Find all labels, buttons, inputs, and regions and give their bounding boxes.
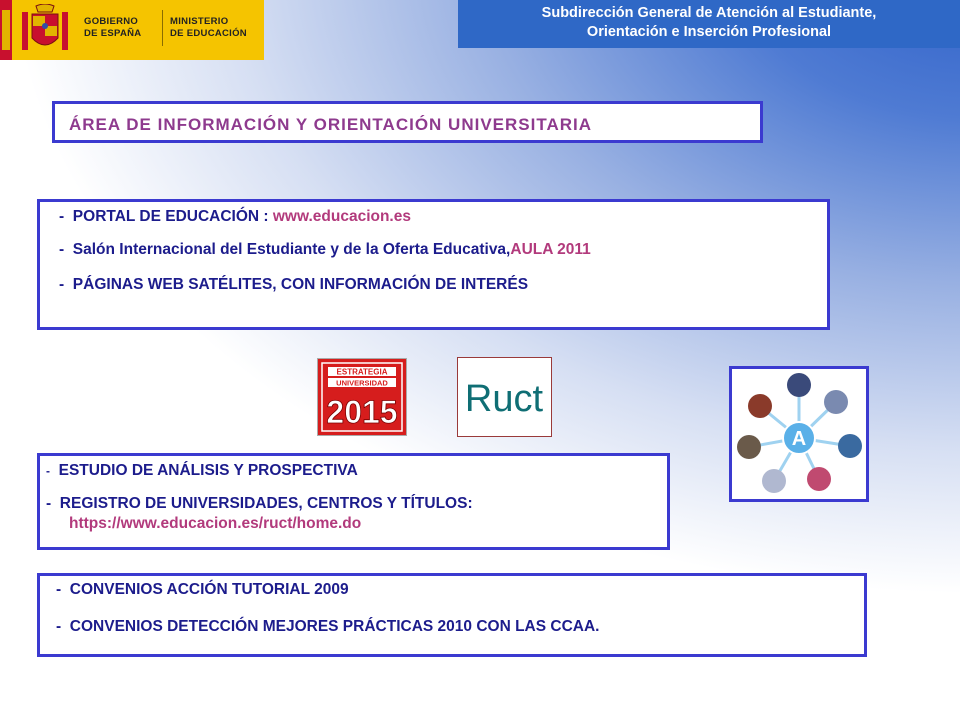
sub-line-2: Orientación e Inserción Profesional xyxy=(586,24,832,40)
est-line2: UNIVERSIDAD xyxy=(336,378,388,388)
portal-label: PORTAL DE EDUCACIÓN : xyxy=(72,208,269,225)
coat-of-arms-icon xyxy=(18,4,72,56)
estrategia-universidad-logo xyxy=(317,358,407,436)
tutorial-label: CONVENIOS ACCIÓN TUTORIAL 2009 xyxy=(69,581,349,598)
salon-line xyxy=(59,241,591,259)
ruct-text: Ruct xyxy=(464,378,544,420)
est-year: 2015 xyxy=(326,394,398,430)
subdireccion-header xyxy=(458,0,960,48)
practicas-line xyxy=(56,618,599,636)
sub-line-1: Subdirección General de Atención al Estudiante, xyxy=(541,5,877,21)
convenios-box xyxy=(37,573,867,657)
bullet-dash: - xyxy=(59,241,65,258)
diagram-node-icon xyxy=(824,390,848,414)
logo-ministerio-text: MINISTERIO DE EDUCACIÓN xyxy=(170,16,247,39)
satelites-label: PÁGINAS WEB SATÉLITES, CON INFORMACIÓN DE INTERÉS xyxy=(72,276,529,293)
satelites-line xyxy=(59,276,528,294)
bullet-dash: - xyxy=(46,495,52,512)
diagram-node-icon xyxy=(787,373,811,397)
ruct-logo xyxy=(457,357,552,437)
estudio-box xyxy=(37,453,670,550)
ruct-link[interactable]: https://www.educacion.es/ruct/home.do xyxy=(69,515,362,532)
portal-line xyxy=(59,208,411,226)
title-box xyxy=(52,101,763,143)
aula-link[interactable]: AULA 2011 xyxy=(510,241,591,258)
tutorial-line xyxy=(56,581,349,599)
diagram-node-icon xyxy=(748,394,772,418)
bullet-dash: - xyxy=(56,581,62,598)
salon-label: Salón Internacional del Estudiante y de la Oferta Educativa, xyxy=(72,241,511,258)
portal-link[interactable]: www.educacion.es xyxy=(272,208,411,225)
flag-stripe xyxy=(0,0,12,60)
diagram-center-letter: A xyxy=(791,428,807,450)
registro-label: REGISTRO DE UNIVERSIDADES, CENTROS Y TÍTULOS: xyxy=(59,495,473,512)
diagram-node-icon xyxy=(807,467,831,491)
practicas-label: CONVENIOS DETECCIÓN MEJORES PRÁCTICAS 2010 CON LAS CCAA. xyxy=(69,618,600,635)
diagram-node-icon xyxy=(762,469,786,493)
est-line1: ESTRATEGIA xyxy=(336,367,388,377)
logo-divider xyxy=(162,10,163,46)
diagram-node-icon xyxy=(737,435,761,459)
bullet-dash: - xyxy=(59,208,65,225)
registro-line xyxy=(46,495,473,513)
bullet-dash: - xyxy=(56,618,62,635)
aula-network-diagram xyxy=(729,366,869,502)
diagram-node-icon xyxy=(838,434,862,458)
bullet-dash: - xyxy=(46,464,50,478)
portal-box xyxy=(37,199,830,330)
page-title: ÁREA DE INFORMACIÓN Y ORIENTACIÓN UNIVERSITARIA xyxy=(69,115,593,134)
estudio-label: ESTUDIO DE ANÁLISIS Y PROSPECTIVA xyxy=(58,462,358,479)
government-logo-band xyxy=(12,0,264,60)
logo-gobierno-text: GOBIERNO DE ESPAÑA xyxy=(84,16,142,39)
bullet-dash: - xyxy=(59,276,65,293)
estudio-line xyxy=(46,462,358,480)
